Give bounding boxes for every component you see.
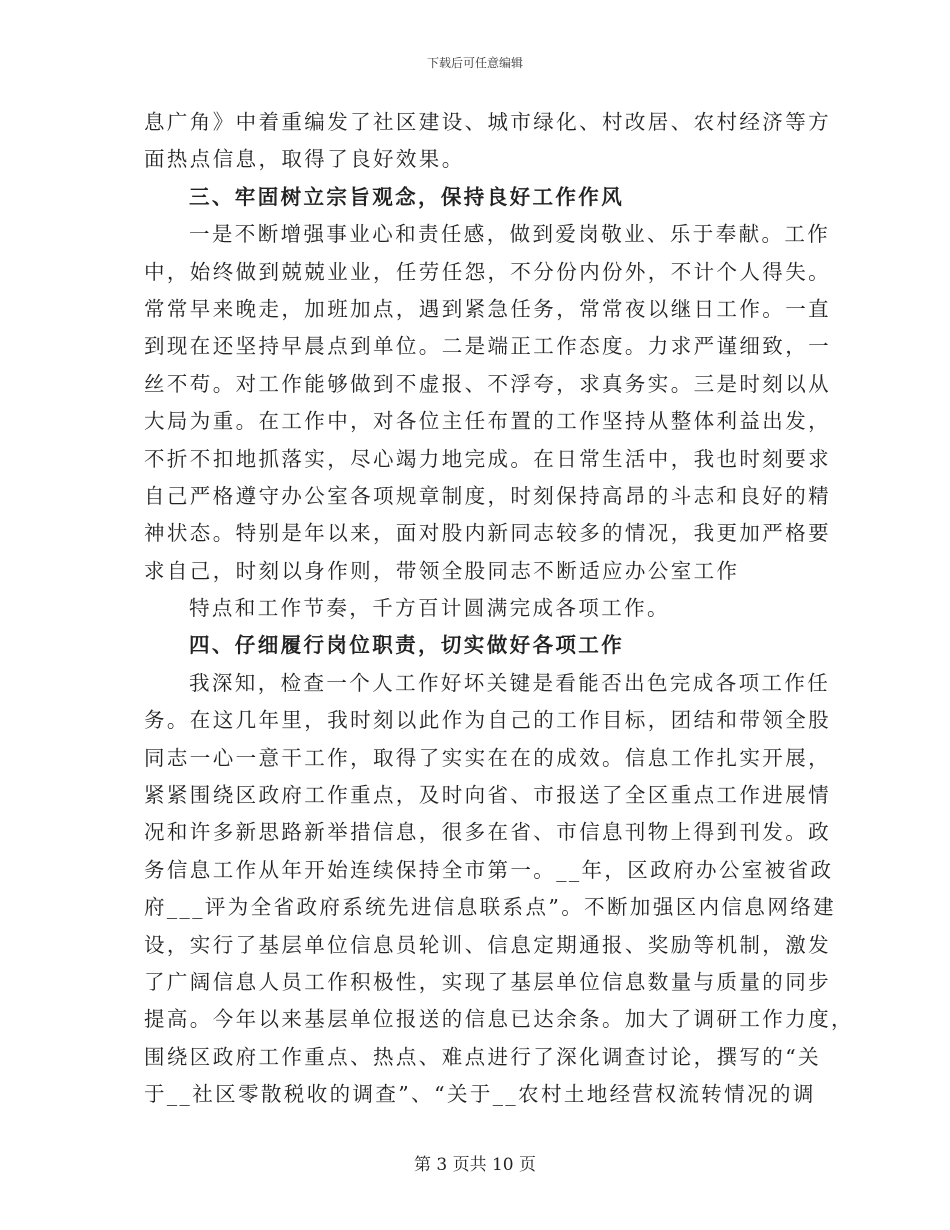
text-line: 务。在这几年里，我时刻以此作为自己的工作目标，团结和带领全股: [144, 708, 831, 733]
text-line: 到现在还坚持早晨点到单位。二是端正工作态度。力求严谨细致，一: [144, 334, 831, 359]
text-line: 设，实行了基层单位信息员轮训、信息定期通报、奖励等机制，激发: [144, 932, 831, 957]
text-line: 紧紧围绕区政府工作重点，及时向省、市报送了全区重点工作进展情: [144, 783, 831, 808]
text-line: 常常早来晚走，加班加点，遇到紧急任务，常常夜以继日工作。一直: [144, 296, 831, 321]
text-line: 况和许多新思路新举措信息，很多在省、市信息刊物上得到刊发。政: [144, 820, 831, 845]
text-line: 自己严格遵守办公室各项规章制度，时刻保持高昂的斗志和良好的精: [144, 483, 831, 508]
text-line: 特点和工作节奏，千方百计圆满完成各项工作。: [189, 596, 670, 621]
text-line: 我深知，检查一个人工作好坏关键是看能否出色完成各项工作任: [189, 670, 831, 695]
page-header: 下载后可任意编辑: [426, 56, 523, 70]
text-line: 府___评为全省政府系统先进信息联系点”。不断加强区内信息网络建: [144, 895, 837, 920]
text-line: 同志一心一意干工作，取得了实实在在的成效。信息工作扎实开展，: [144, 745, 831, 770]
text-line: 提高。今年以来基层单位报送的信息已达余条。加大了调研工作力度，: [144, 1007, 854, 1032]
page-footer: 第 3 页共 10 页: [413, 1155, 537, 1175]
text-line: 神状态。特别是年以来，面对股内新同志较多的情况，我更加严格要: [144, 521, 831, 546]
text-line: 求自己，时刻以身作则，带领全股同志不断适应办公室工作: [144, 558, 740, 583]
text-line: 息广角》中着重编发了社区建设、城市绿化、村改居、农村经济等方: [144, 110, 831, 134]
text-line: 一是不断增强事业心和责任感，做到爱岗敬业、乐于奉献。工作: [189, 222, 831, 247]
text-line: 务信息工作从年开始连续保持全市第一。__年，区政府办公室被省政: [144, 857, 834, 882]
text-line: 不折不扣地抓落实，尽心竭力地完成。在日常生活中，我也时刻要求: [144, 446, 831, 471]
section-heading: 四、仔细履行岗位职责，切实做好各项工作: [189, 633, 625, 658]
document-body: [144, 104, 854, 1114]
text-line: 丝不苟。对工作能够做到不虚报、不浮夸，求真务实。三是时刻以从: [144, 371, 831, 396]
text-line: 面热点信息，取得了良好效果。: [144, 147, 465, 172]
text-line: 了广阔信息人员工作积极性，实现了基层单位信息数量与质量的同步: [144, 969, 831, 994]
text-line: 围绕区政府工作重点、热点、难点进行了深化调查讨论，撰写的“关: [144, 1044, 821, 1069]
text-line: 大局为重。在工作中，对各位主任布置的工作坚持从整体利益出发，: [144, 409, 831, 434]
text-line: 中，始终做到兢兢业业，任劳任怨，不分份内份外，不计个人得失。: [144, 259, 831, 284]
section-heading: 三、牢固树立宗旨观念，保持良好工作作风: [189, 184, 625, 209]
text-line: 于__社区零散税收的调查”、“关于__农村土地经营权流转情况的调: [144, 1082, 816, 1107]
